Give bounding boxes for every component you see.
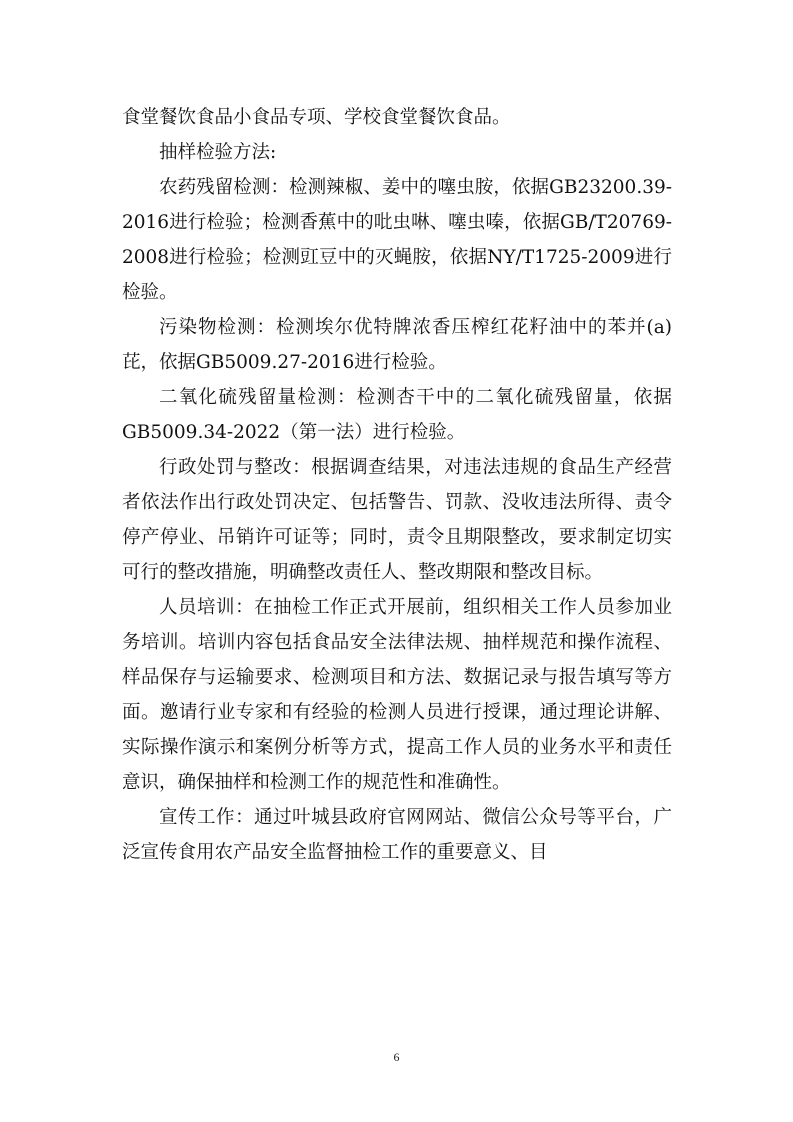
paragraph-pesticide-residue: 农药残留检测：检测辣椒、姜中的噻虫胺，依据GB23200.39-2016进行检验；检测香蕉中的吡虫啉、噻虫嗪，依据GB/T20769-2008进行检验；检测豇豆中的灭蝇胺，依据NY/T1725-2009进行检验。 xyxy=(122,177,672,303)
paragraph-penalty-rectification: 行政处罚与整改：根据调查结果，对违法违规的食品生产经营者依法作出行政处罚决定、包括警告、罚款、没收违法所得、责令停产停业、吊销许可证等；同时，责令且期限整改，要求制定切实可行的整改措施，明确整改责任人、整改期限和整改目标。 xyxy=(122,457,672,583)
paragraph-staff-training: 人员培训：在抽检工作正式开展前，组织相关工作人员参加业务培训。培训内容包括食品安全法律法规、抽样规范和操作流程、样品保存与运输要求、检测项目和方法、数据记录与报告填写等方面。邀请行业专家和有经验的检测人员进行授课，通过理论讲解、实际操作演示和案例分析等方式，提高工作人员的业务水平和责任意识，确保抽样和检测工作的规范性和准确性。 xyxy=(122,597,672,793)
paragraph-publicity: 宣传工作：通过叶城县政府官网网站、微信公众号等平台，广泛宣传食用农产品安全监督抽检工作的重要意义、目 xyxy=(122,807,672,863)
paragraph-sampling-method-heading: 抽样检验方法: xyxy=(159,142,277,163)
paragraph-contaminant: 污染物检测：检测埃尔优特牌浓香压榨红花籽油中的苯并(a)芘，依据GB5009.27-2016进行检验。 xyxy=(122,317,672,373)
paragraph-sulfur-dioxide: 二氧化硫残留量检测：检测杏干中的二氧化硫残留量，依据GB5009.34-2022（第一法）进行检验。 xyxy=(122,387,672,443)
paragraph-continuation: 食堂餐饮食品小食品专项、学校食堂餐饮食品。 xyxy=(122,107,511,128)
page-number: 6 xyxy=(393,1050,400,1064)
body-text xyxy=(122,100,672,870)
